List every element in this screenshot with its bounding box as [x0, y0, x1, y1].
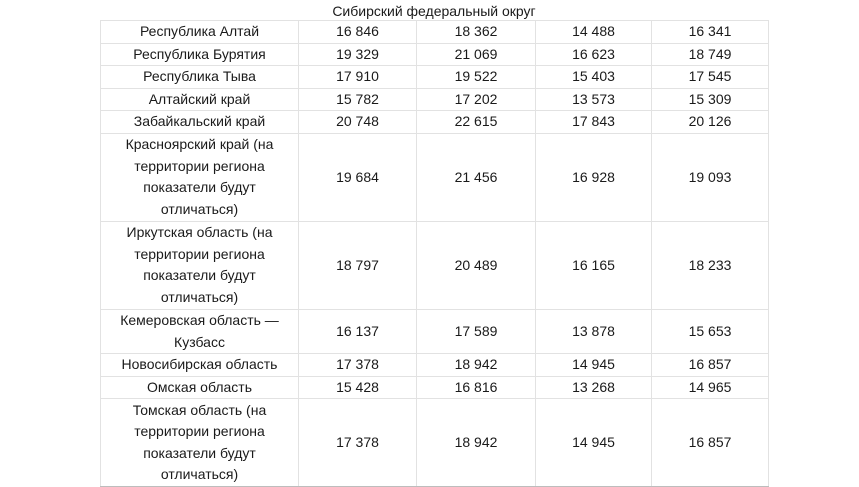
value-cell: 16 846	[299, 21, 417, 44]
table-title: Сибирский федеральный округ	[332, 3, 536, 19]
value-cell: 18 749	[652, 43, 769, 66]
value-cell: 20 748	[299, 111, 417, 134]
value-cell: 15 403	[536, 66, 652, 89]
value-cell: 16 137	[299, 309, 417, 353]
table-body	[101, 21, 769, 487]
value-cell: 20 489	[417, 221, 536, 309]
region-name-cell: Алтайский край	[101, 88, 299, 111]
value-cell: 20 126	[652, 111, 769, 134]
table-row	[101, 309, 769, 353]
value-cell: 15 782	[299, 88, 417, 111]
salary-table	[100, 20, 769, 487]
table-row	[101, 88, 769, 111]
value-cell: 19 684	[299, 133, 417, 221]
value-cell: 17 589	[417, 309, 536, 353]
table-row	[101, 66, 769, 89]
value-cell: 19 522	[417, 66, 536, 89]
region-name-cell: Новосибирская область	[101, 354, 299, 377]
region-name-cell: Забайкальский край	[101, 111, 299, 134]
region-name-cell: Республика Бурятия	[101, 43, 299, 66]
value-cell: 16 857	[652, 399, 769, 487]
value-cell: 16 816	[417, 376, 536, 399]
value-cell: 13 573	[536, 88, 652, 111]
region-name-cell: Томская область (на территории региона показатели будут отличаться)	[101, 399, 299, 487]
value-cell: 21 069	[417, 43, 536, 66]
region-name-cell: Республика Тыва	[101, 66, 299, 89]
region-name-cell: Иркутская область (на территории региона показатели будут отличаться)	[101, 221, 299, 309]
value-cell: 18 942	[417, 354, 536, 377]
table-row	[101, 376, 769, 399]
value-cell: 13 878	[536, 309, 652, 353]
value-cell: 15 428	[299, 376, 417, 399]
value-cell: 18 942	[417, 399, 536, 487]
table-row	[101, 354, 769, 377]
table-row	[101, 399, 769, 487]
value-cell: 14 488	[536, 21, 652, 44]
region-name-cell: Омская область	[101, 376, 299, 399]
region-name-cell: Республика Алтай	[101, 21, 299, 44]
region-name-cell: Кемеровская область — Кузбасс	[101, 309, 299, 353]
table-row	[101, 111, 769, 134]
value-cell: 16 928	[536, 133, 652, 221]
value-cell: 17 378	[299, 399, 417, 487]
value-cell: 17 378	[299, 354, 417, 377]
value-cell: 19 329	[299, 43, 417, 66]
value-cell: 17 545	[652, 66, 769, 89]
value-cell: 16 341	[652, 21, 769, 44]
table-row	[101, 221, 769, 309]
region-name-cell: Красноярский край (на территории региона показатели будут отличаться)	[101, 133, 299, 221]
value-cell: 13 268	[536, 376, 652, 399]
value-cell: 16 623	[536, 43, 652, 66]
value-cell: 16 857	[652, 354, 769, 377]
value-cell: 15 653	[652, 309, 769, 353]
value-cell: 18 362	[417, 21, 536, 44]
value-cell: 17 843	[536, 111, 652, 134]
value-cell: 21 456	[417, 133, 536, 221]
value-cell: 14 945	[536, 399, 652, 487]
table-row	[101, 21, 769, 44]
value-cell: 14 965	[652, 376, 769, 399]
table-row	[101, 133, 769, 221]
value-cell: 18 797	[299, 221, 417, 309]
value-cell: 22 615	[417, 111, 536, 134]
table-row	[101, 43, 769, 66]
value-cell: 19 093	[652, 133, 769, 221]
value-cell: 17 910	[299, 66, 417, 89]
value-cell: 16 165	[536, 221, 652, 309]
value-cell: 17 202	[417, 88, 536, 111]
value-cell: 15 309	[652, 88, 769, 111]
value-cell: 18 233	[652, 221, 769, 309]
value-cell: 14 945	[536, 354, 652, 377]
